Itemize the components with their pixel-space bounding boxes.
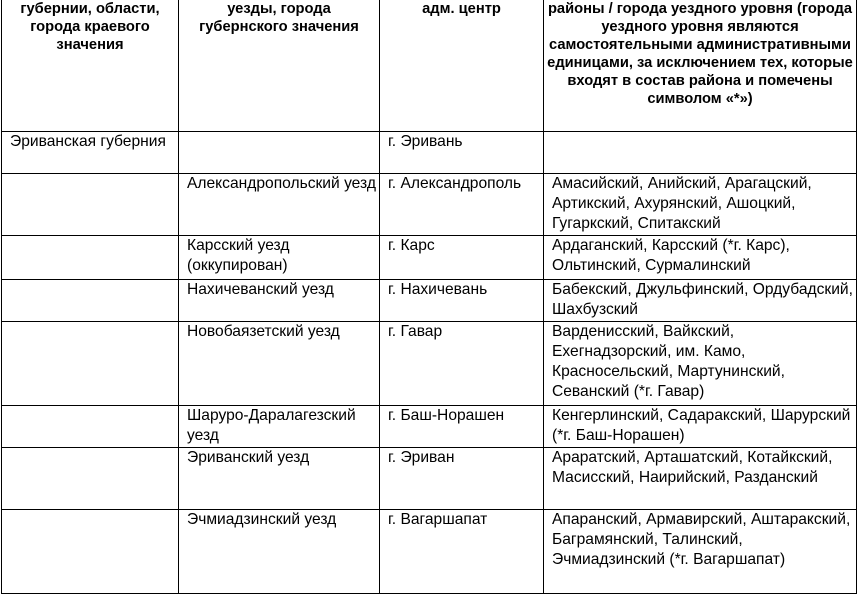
cell-uezd: Эчмиадзинский уезд <box>179 510 380 594</box>
cell-uezd: Шаруро-Даралагезский уезд <box>179 406 380 448</box>
table-row <box>2 510 857 594</box>
cell-province <box>2 406 179 448</box>
cell-uezd: Александропольский уезд <box>179 174 380 236</box>
cell-districts: Амасийский, Анийский, Арагацский, Артикский, Ахурянский, Ашоцкий, Гугаркский, Спитакский <box>544 174 857 236</box>
cell-districts: Ардаганский, Карсский (*г. Карс), Ольтинский, Сурмалинский <box>544 236 857 280</box>
cell-province <box>2 322 179 406</box>
cell-districts: Кенгерлинский, Садаракский, Шарурский (*г. Баш-Норашен) <box>544 406 857 448</box>
table-row <box>2 280 857 322</box>
header-districts: районы / города уездного уровня (города уездного уровня являются самостоятельными административными единицами, за исключением тех, которые входят в состав района и помечены символом «*») <box>544 0 857 132</box>
cell-uezd: Эриванский уезд <box>179 448 380 510</box>
cell-uezd: Новобаязетский уезд <box>179 322 380 406</box>
table-row <box>2 236 857 280</box>
cell-center: г. Вагаршапат <box>380 510 544 594</box>
cell-province <box>2 236 179 280</box>
cell-districts: Апаранский, Армавирский, Аштаракский, Баграмянский, Талинский, Эчмиадзинский (*г. Вагаршапат) <box>544 510 857 594</box>
table-row <box>2 406 857 448</box>
table-row <box>2 132 857 174</box>
cell-province <box>2 448 179 510</box>
cell-districts: Бабекский, Джульфинский, Ордубадский, Шахбузский <box>544 280 857 322</box>
table-row <box>2 322 857 406</box>
cell-districts: Варденисский, Вайкский, Ехегнадзорский, им. Камо, Красносельский, Мартунинский, Севанский (*г. Гавар) <box>544 322 857 406</box>
admin-division-table <box>1 0 857 594</box>
table-row <box>2 448 857 510</box>
header-row <box>2 0 857 132</box>
cell-uezd <box>179 132 380 174</box>
cell-province: Эриванская губерния <box>2 132 179 174</box>
cell-uezd: Нахичеванский уезд <box>179 280 380 322</box>
cell-uezd: Карсский уезд (оккупирован) <box>179 236 380 280</box>
cell-province <box>2 280 179 322</box>
cell-center: г. Гавар <box>380 322 544 406</box>
header-uezd: уезды, города губернского значения <box>179 0 380 132</box>
cell-center: г. Эриван <box>380 448 544 510</box>
header-center: адм. центр <box>380 0 544 132</box>
cell-center: г. Александрополь <box>380 174 544 236</box>
cell-center: г. Эривань <box>380 132 544 174</box>
cell-center: г. Нахичевань <box>380 280 544 322</box>
cell-province <box>2 174 179 236</box>
cell-province <box>2 510 179 594</box>
cell-districts: Араратский, Арташатский, Котайкский, Масисский, Наирийский, Разданский <box>544 448 857 510</box>
table-row <box>2 174 857 236</box>
header-province: губернии, области, города краевого значения <box>2 0 179 132</box>
cell-center: г. Карс <box>380 236 544 280</box>
cell-districts <box>544 132 857 174</box>
cell-center: г. Баш-Норашен <box>380 406 544 448</box>
